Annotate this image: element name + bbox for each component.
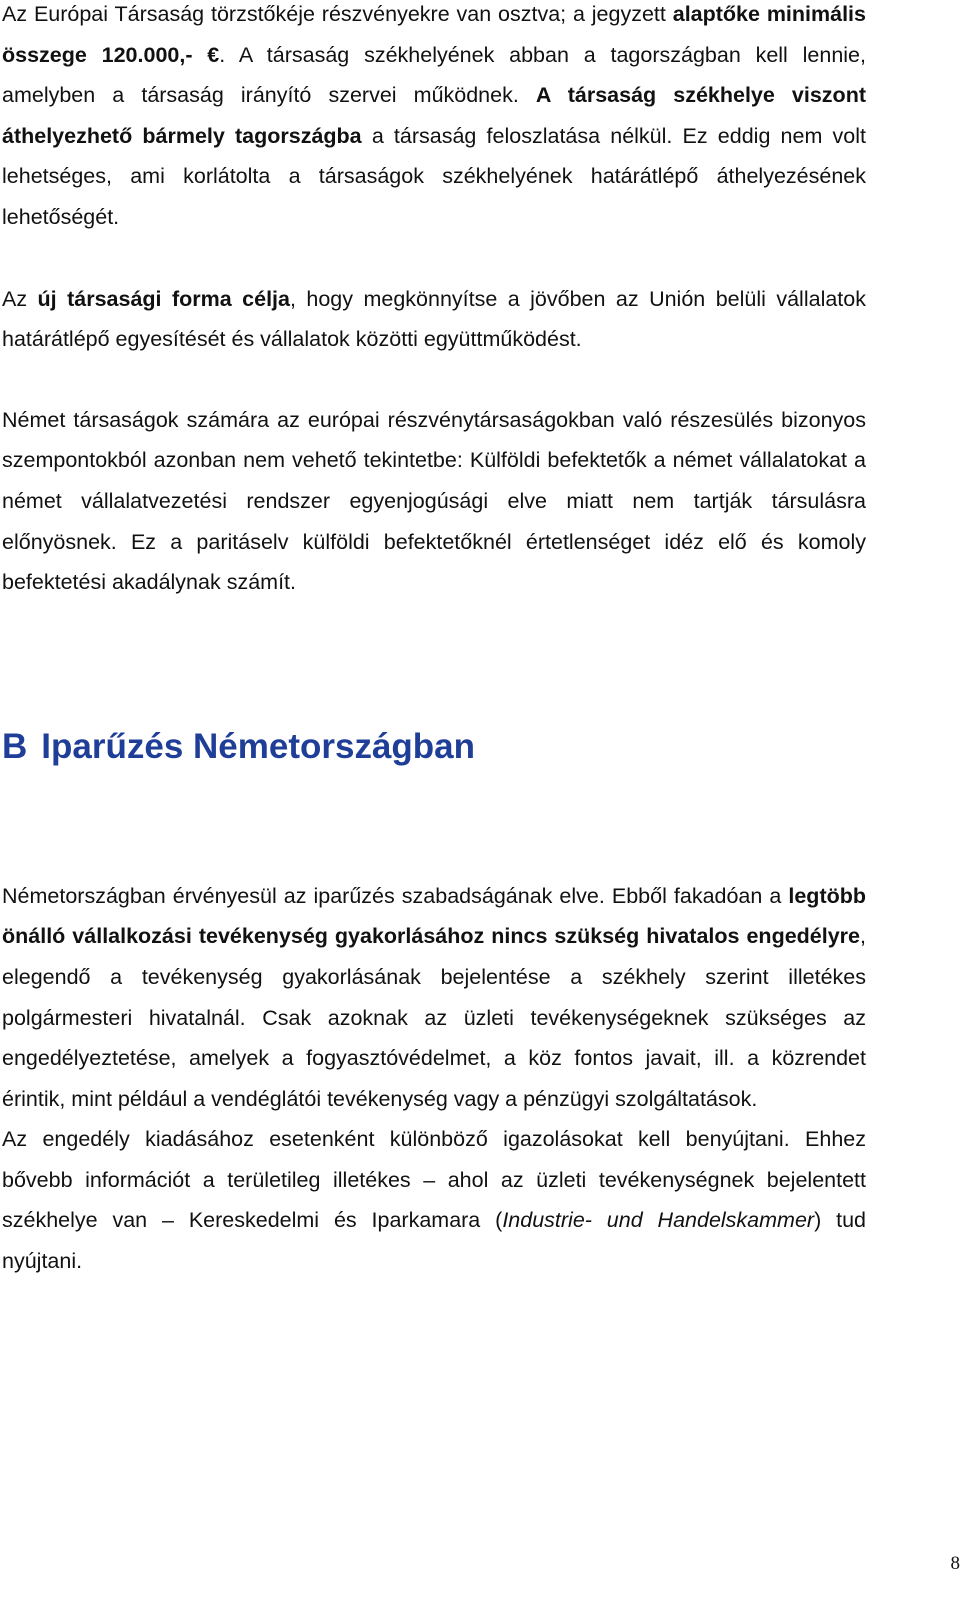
bold-text-seat-transfer: A társaság székhelye viszont áthelyezhető bármely tagországba bbox=[2, 83, 866, 148]
text-span: Német társaságok számára az európai részvénytársaságokban való részesülés bizonyos szempontokból azonban nem vehető tekintetbe: Külföldi befektetők a német vállalatokat a német vállalatvezetési rendszer egyenjogúsági elve miatt nem tartják társulásra előnyösnek. Ez a paritáselv külföldi befektetőknél értetlenséget idéz elő és komoly befektetési akadálynak számít. bbox=[2, 407, 866, 595]
section-heading bbox=[2, 726, 866, 768]
text-span: , elegendő a tevékenység gyakorlásának bejelentése a székhely szerint illetékes polgármesteri hivatalnál. Csak azoknak az üzleti tevékenységeknek szükséges az engedélyeztetése, amelyek a fogyasztóvédelmet, a köz fontos javait, ill. a közrendet érintik, mint például a vendéglátói tevékenység vagy a pénzügyi szolgáltatások. bbox=[2, 924, 866, 1111]
bold-text-minimum-capital: alaptőke minimális összege 120.000,- € bbox=[2, 2, 866, 67]
text-span: Az Európai Társaság törzstőkéje részvényekre van osztva; a jegyzett bbox=[2, 2, 673, 26]
text-span: Az bbox=[2, 286, 38, 311]
italic-text-chamber-name: Industrie- und Handelskammer bbox=[502, 1208, 815, 1233]
text-span: , hogy megkönnyítse a jövőben az Unión belüli vállalatok határátlépő egyesítését és vállalatok közötti együttműködést. bbox=[2, 286, 866, 352]
section-title: Iparűzés Németországban bbox=[41, 726, 476, 766]
bold-text-no-license-needed: legtöbb önálló vállalkozási tevékenység gyakorlásához nincs szükség hivatalos engedélyre bbox=[2, 883, 866, 949]
page-number: 8 bbox=[950, 1553, 960, 1574]
bold-text-purpose: új társasági forma célja bbox=[37, 286, 290, 311]
paragraph-trade-freedom bbox=[2, 876, 866, 1120]
paragraph-german-companies bbox=[2, 400, 866, 603]
section-letter: B bbox=[2, 726, 28, 766]
document-page bbox=[2, 0, 866, 1282]
text-span: ) tud nyújtani. bbox=[2, 1208, 866, 1274]
text-span: . A társaság székhelyének abban a tagországban kell lennie, amelyben a társaság irányító szervei működnek. bbox=[2, 42, 866, 108]
text-span: Az engedély kiadásához esetenként különböző igazolásokat kell benyújtani. Ehhez bővebb információt a területileg illetékes – ahol az üzleti tevékenységnek bejelentett székhelye van – Kereskedelmi és Iparkamara ( bbox=[2, 1127, 866, 1233]
paragraph-new-company-form-purpose bbox=[2, 279, 866, 360]
text-span: Németországban érvényesül az iparűzés szabadságának elve. Ebből fakadóan a bbox=[2, 883, 789, 908]
text-span: a társaság feloszlatása nélkül. Ez eddig nem volt lehetséges, ami korlátolta a társaságok székhelyének határátlépő áthelyezésének lehetőségét. bbox=[2, 123, 867, 229]
paragraph-european-company-capital bbox=[2, 0, 866, 238]
paragraph-license-information bbox=[2, 1119, 866, 1281]
